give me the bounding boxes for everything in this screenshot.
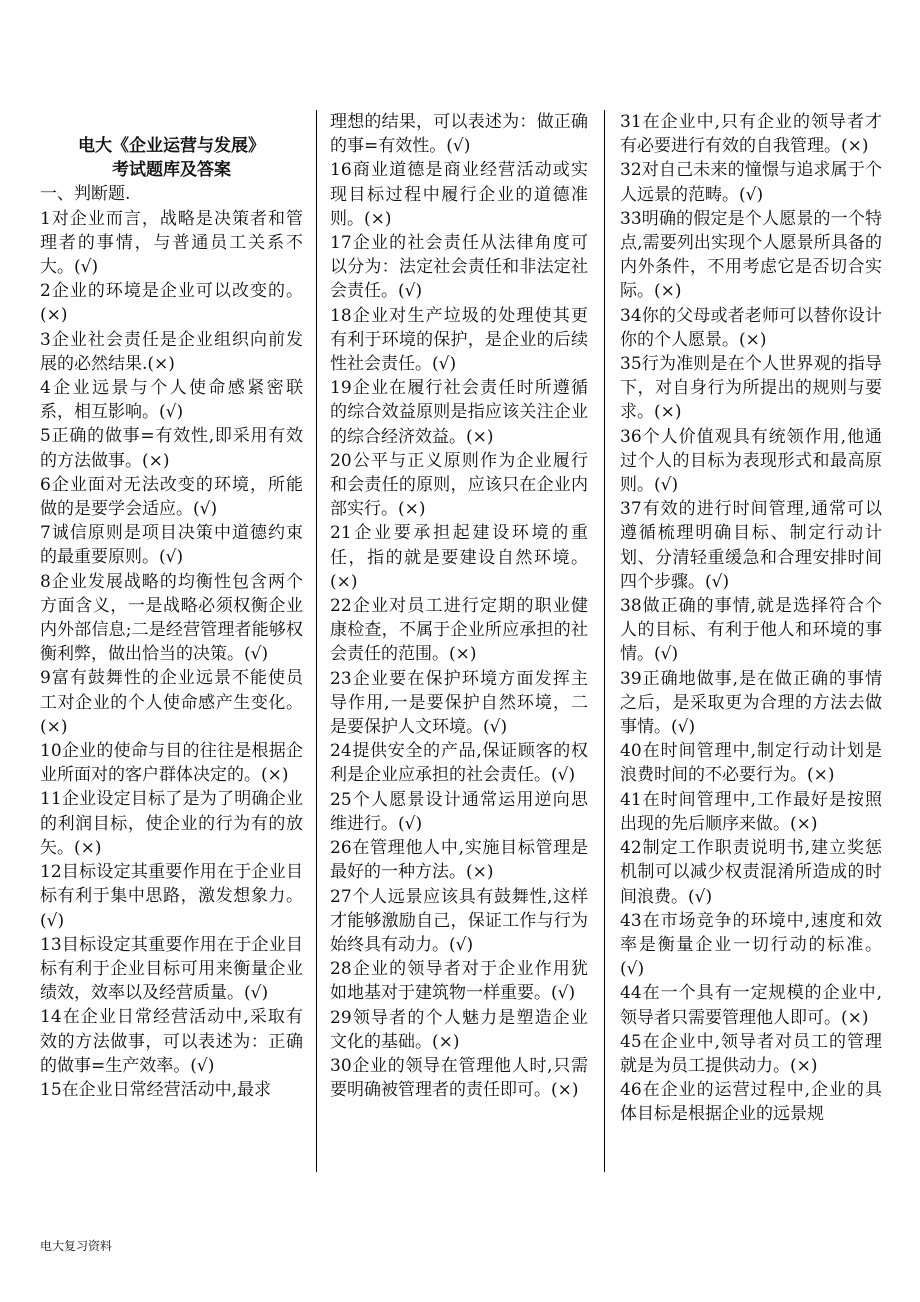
question-item: 25个人愿景设计通常运用逆向思维进行。(√) [330,789,588,834]
question-item: 45在企业中,领导者对员工的管理就是为员工提供动力。(×) [620,1031,882,1076]
question-item: 17企业的社会责任从法律角度可以分为：法定社会责任和非法定社会责任。(√) [330,233,588,302]
question-item: 23企业要在保护环境方面发挥主导作用,一是要保护自然环境，二是要保护人文环境。(√) [330,668,588,738]
question-item: 1对企业而言，战略是决策者和管理者的事情，与普通员工关系不大。(√) [40,208,303,278]
question-item: 18企业对生产垃圾的处理使其更有利于环境的保护，是企业的后续性社会责任。(√) [330,305,588,375]
question-item: 36个人价值观具有统领作用,他通过个人的目标为表现形式和最高原则。(√) [620,426,882,496]
question-item: 14在企业日常经营活动中,采取有效的方法做事，可以表述为：正确的做事=生产效率。(√) [40,1007,303,1076]
column-2 [330,110,588,1172]
question-item: 42制定工作职责说明书,建立奖惩机制可以减少权责混淆所造成的时间浪费。(√) [620,838,882,907]
question-item: 13目标设定其重要作用在于企业目标有利于企业目标可用来衡量企业绩效，效率以及经营质量。(√) [40,934,303,1004]
question-item: 5正确的做事=有效性,即采用有效的方法做事。(×) [40,426,303,471]
question-item: 22企业对员工进行定期的职业健康检查，不属于企业所应承担的社会责任的范围。(×) [330,596,588,665]
question-item: 33明确的假定是个人愿景的一个特点,需要列出实现个人愿景所具备的内外条件，不用考虑它是否切合实际。(×) [620,208,882,302]
question-item: 9富有鼓舞性的企业远景不能使员工对企业的个人使命感产生变化。(×) [40,668,303,737]
question-item: 10企业的使命与目的往往是根据企业所面对的客户群体决定的。(×) [40,741,303,786]
question-item: 28企业的领导者对于企业作用犹如地基对于建筑物一样重要。(√) [330,959,588,1004]
question-item: 41在时间管理中,工作最好是按照出现的先后顺序来做。(×) [620,789,882,834]
question-item: 11企业设定目标了是为了明确企业的利润目标，使企业的行为有的放矢。(×) [40,789,303,858]
question-item: 4企业远景与个人使命感紧密联系，相互影响。(√) [40,378,303,423]
question-item: 19企业在履行社会责任时所遵循的综合效益原则是指应该关注企业的综合经济效益。(×) [330,378,588,447]
document-title-line1: 电大《企业运营与发展》 [78,136,265,156]
column-divider [604,110,605,1172]
question-item: 32对自己未来的憧憬与追求属于个人远景的范畴。(√) [620,160,882,205]
question-item: 44在一个具有一定规模的企业中,领导者只需要管理他人即可。(×) [620,983,882,1028]
column-divider [316,110,317,1172]
question-item: 3企业社会责任是企业组织向前发展的必然结果.(×) [40,329,303,374]
question-item: 37有效的进行时间管理,通常可以遵循梳理明确目标、制定行动计划、分清轻重缓急和合理安排时间四个步骤。(√) [620,499,882,592]
question-item: 34你的父母或者老师可以替你设计你的个人愿景。(×) [620,305,882,350]
question-item: 理想的结果，可以表述为：做正确的事=有效性。(√) [330,112,588,157]
column-1 [40,110,303,1172]
question-item: 12目标设定其重要作用在于企业目标有利于集中思路，激发想象力。(√) [40,862,303,931]
question-item: 35行为准则是在个人世界观的指导下，对自身行为所提出的规则与要求。(×) [620,354,882,423]
question-item: 29领导者的个人魅力是塑造企业文化的基础。(×) [330,1007,588,1052]
question-item: 26在管理他人中,实施目标管理是最好的一种方法。(×) [330,838,588,883]
question-item: 39正确地做事,是在做正确的事情之后，是采取更为合理的方法去做事情。(√) [620,668,882,738]
page-footer: 电大复习资料 [40,1239,113,1253]
question-item: 20公平与正义原则作为企业履行和会责任的原则，应该只在企业内部实行。(×) [330,450,588,520]
question-item: 43在市场竞争的环境中,速度和效率是衡量企业一切行动的标准。(√) [620,910,882,980]
question-item: 46在企业的运营过程中,企业的具体目标是根据企业的远景规 [620,1080,882,1125]
question-item: 6企业面对无法改变的环境，所能做的是要学会适应。(√) [40,474,303,520]
question-item: 21企业要承担起建设环境的重任，指的就是要建设自然环境。(×) [330,523,588,592]
question-item: 16商业道德是商业经营活动或实现目标过程中履行企业的道德准则。(×) [330,160,588,229]
section-heading: 一、判断题. [40,184,131,205]
question-item: 27个人远景应该具有鼓舞性,这样才能够激励自己，保证工作与行为始终具有动力。(√) [330,886,588,955]
question-item: 40在时间管理中,制定行动计划是浪费时间的不必要行为。(×) [620,741,882,786]
column-3 [620,110,882,1172]
question-item: 24提供安全的产品,保证顾客的权利是企业应承担的社会责任。(√) [330,741,588,786]
question-item: 15在企业日常经营活动中,最求 [40,1079,272,1100]
question-item: 8企业发展战略的均衡性包含两个方面含义，一是战略必须权衡企业内外部信息;二是经营管理者能够权衡利弊，做出恰当的决策。(√) [40,571,303,665]
question-item: 2企业的环境是企业可以改变的。(×) [40,281,303,326]
question-item: 30企业的领导在管理他人时,只需要明确被管理者的责任即可。(×) [330,1055,588,1101]
question-item: 38做正确的事情,就是选择符合个人的目标、有利于他人和环境的事情。(√) [620,596,882,665]
question-item: 7诚信原则是项目决策中道德约束的最重要原则。(√) [40,523,303,568]
question-item: 31在企业中,只有企业的领导者才有必要进行有效的自我管理。(×) [620,112,882,157]
document-title-line2: 考试题库及答案 [112,160,231,181]
